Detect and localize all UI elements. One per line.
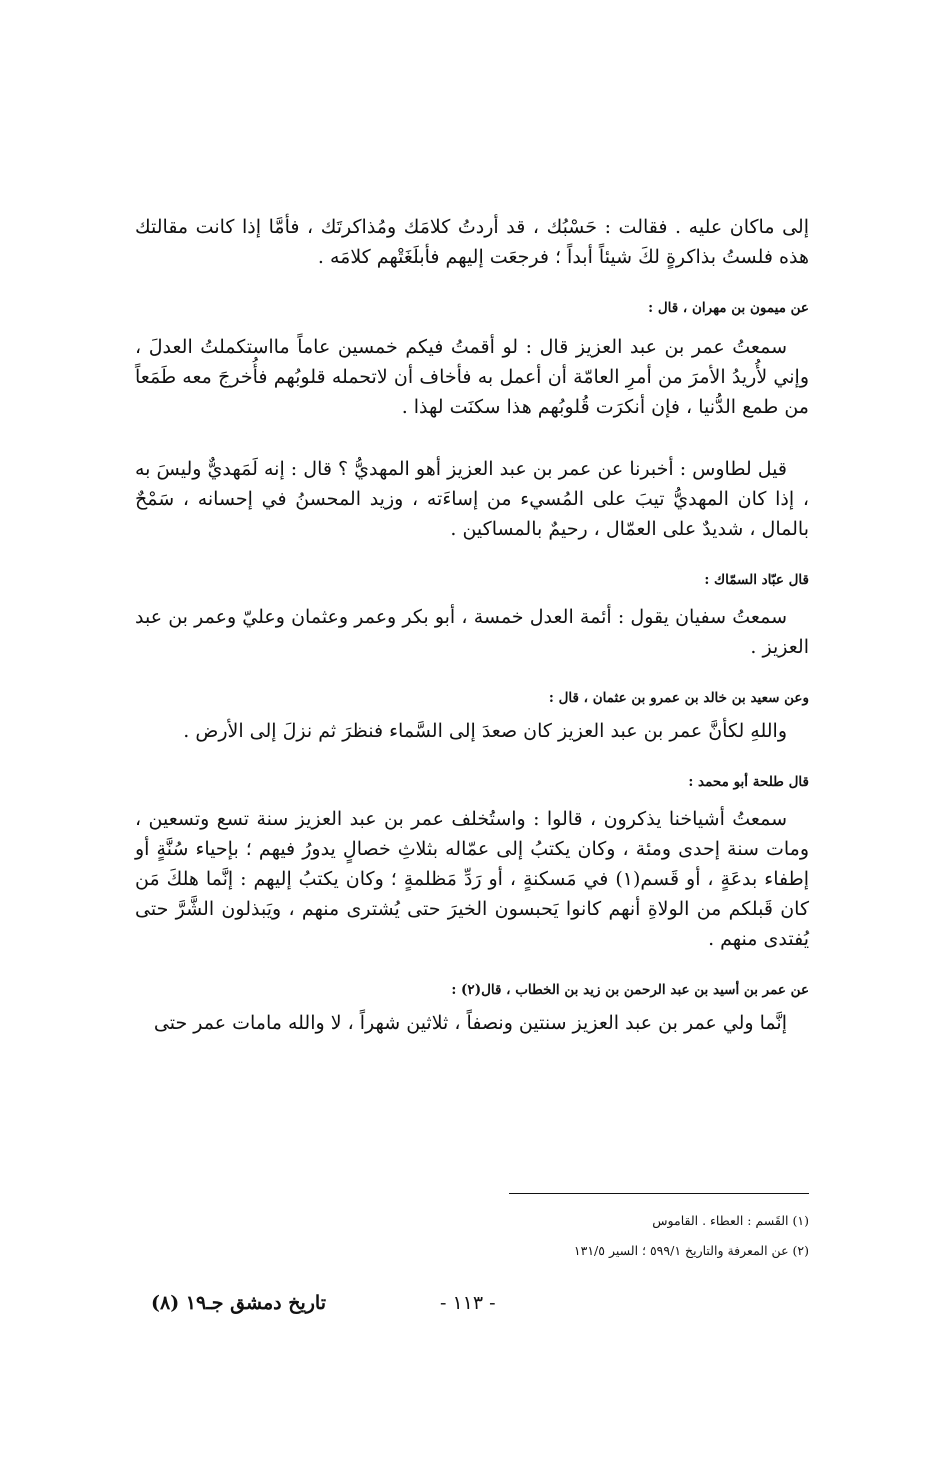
- paragraph-2: سمعتُ عمر بن عبد العزيز قال : لو أقمتُ فيكم خمسين عاماً مااستكملتُ العدلَ ، وإني لأُريدُ الأمرَ من أمرِ العامّة أن أعمل به فأخاف أن لاتحمله قلوبُهم فأُخرجَ معه طَمَعاً من طمع الدُّنيا ، فإن أنكرَت قُلوبُهم هذا سكنَت لهذا .: [135, 336, 809, 418]
- heading-talha: قال طلحة أبو محمد :: [688, 774, 809, 790]
- paragraph-4: سمعتُ سفيان يقول : أئمة العدل خمسة ، أبو بكر وعمر وعثمان وعليّ وعمر بن عبد العزيز .: [135, 606, 809, 658]
- heading-said: وعن سعيد بن خالد بن عمرو بن عثمان ، قال :: [548, 690, 809, 706]
- book-title-footer: تاريخ دمشق جـ١٩ (٨): [150, 1292, 326, 1314]
- paragraph-7: إنَّما ولي عمر بن عبد العزيز سنتين ونصفاً ، ثلاثين شهراً ، لا والله مامات عمر حتى: [153, 1012, 787, 1034]
- footnote-1: (١) القَسم : العطاء . القاموس: [652, 1213, 809, 1228]
- footnote-divider: [509, 1193, 809, 1194]
- paragraph-3: قيل لطاوس : أخبرنا عن عمر بن عبد العزيز أهو المهديُّ ؟ قال : إنه لَمَهديٌّ وليسَ به ، إذا كان المهديُّ تيبَ على المُسيء من إساءَته ، وزيد المحسنُ في إحسانه ، سَمْحٌ بالمال ، شديدٌ على العمّال ، رحيمٌ بالمساكين .: [135, 458, 809, 540]
- paragraph-5: واللهِ لكأنَّ عمر بن عبد العزيز كان صعدَ إلى السَّماء فنظرَ ثم نزلَ إلى الأرض .: [183, 720, 787, 742]
- heading-umar-usayd: عن عمر بن أسيد بن عبد الرحمن بن زيد بن الخطاب ، قال(٢) :: [451, 982, 809, 998]
- paragraph-1: إلى ماكان عليه . فقالت : حَسْبُك ، قد أردتُ كلامَك ومُذاكرتَك ، فأمَّا إذا كانت مقالتك هذه فلستُ بذاكرةٍ لكَ شيئاً أبداً ؛ فرجعَت إليهم فأبلَغَتْهم كلامَه .: [135, 216, 809, 268]
- heading-abbad: قال عبّاد السمّاك :: [704, 572, 809, 588]
- heading-maymun: عن ميمون بن مهران ، قال :: [648, 300, 809, 316]
- text-body: [135, 212, 809, 1038]
- page-number: - ١١٣ -: [440, 1292, 496, 1314]
- footnote-2: (٢) عن المعرفة والتاريخ ٥٩٩/١ ؛ السير ١٣١/٥: [573, 1243, 809, 1258]
- paragraph-6: سمعتُ أشياخنا يذكرون ، قالوا : واستُخلف عمر بن عبد العزيز سنة تسع وتسعين ، ومات سنة إحدى ومئة ، وكان يكتبُ إلى عمّاله بثلاثِ خصالٍ يدورُ فيهم ؛ بإحياء سُنَّةٍ أو إطفاء بدعَةٍ ، أو قَسم(١) في مَسكنةٍ ، أو رَدِّ مَظلمةٍ ؛ وكان يكتبُ إليهم : إنَّما هلكَ مَن كان قَبلكم من الولاةِ أنهم كانوا يَحبسون الخيرَ حتى يُشترى منهم ، ويَبذلون الشَّرَّ حتى يُفتدى منهم .: [135, 808, 809, 950]
